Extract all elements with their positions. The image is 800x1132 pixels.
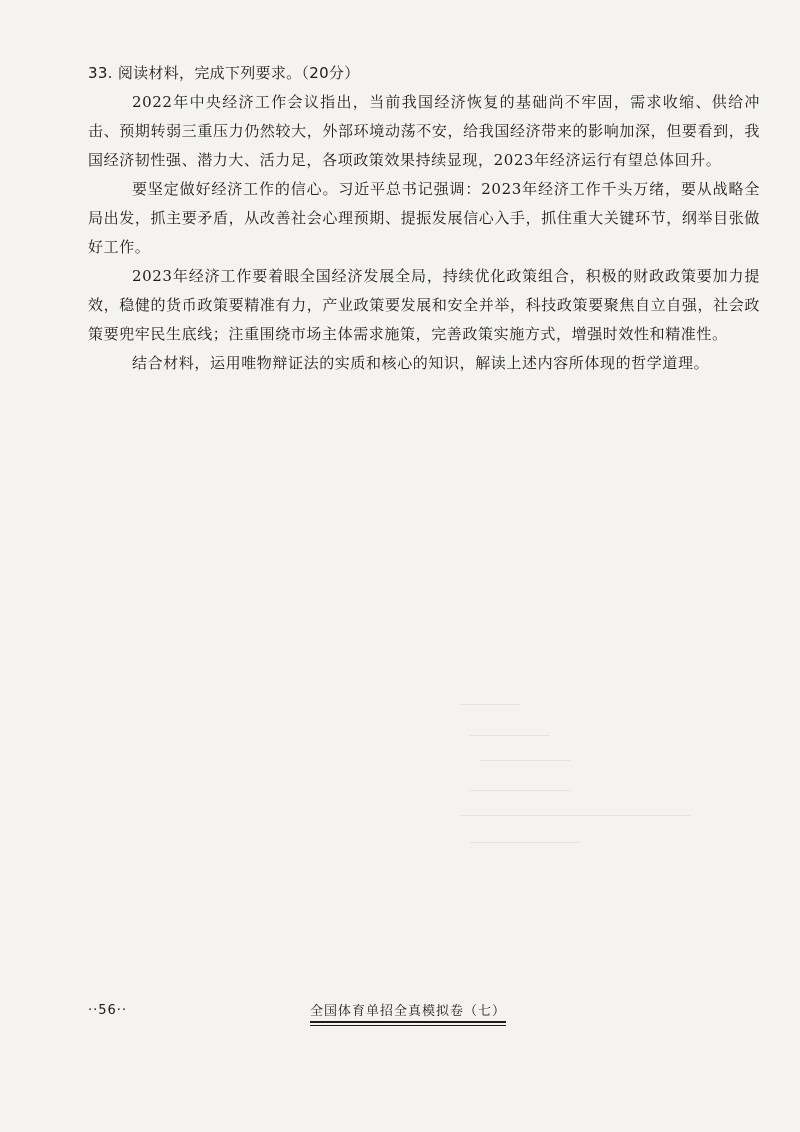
exam-title: 全国体育单招全真模拟卷（七） [310,1000,506,1023]
page-number: ··56·· [88,1003,128,1018]
material-paragraph-2: 要坚定做好经济工作的信心。习近平总书记强调：2023年经济工作千头万绪，要从战略全局出发，抓主要矛盾，从改善社会心理预期、提振发展信心入手，抓住重大关键环节，纲举目张做好工作。 [88,180,760,256]
scan-artifact [470,735,550,736]
scan-artifact [460,704,520,705]
material-paragraph-3: 2023年经济工作要着眼全国经济发展全局，持续优化政策组合，积极的财政政策要加力提效，稳健的货币政策要精准有力，产业政策要发展和安全并举，科技政策要聚焦自立自强，社会政策要兜牢民生底线；注重围绕市场主体需求施策，完善政策实施方式，增强时效性和精准性。 [88,267,760,343]
question-prompt: 结合材料，运用唯物辩证法的实质和核心的知识，解读上述内容所体现的哲学道理。 [132,354,710,372]
scan-artifact [470,842,580,843]
material-paragraph-1: 2022年中央经济工作会议指出，当前我国经济恢复的基础尚不牢固，需求收缩、供给冲击、预期转弱三重压力仍然较大，外部环境动荡不安，给我国经济带来的影响加深，但要看到，我国经济韧性强、潜力大、活力足，各项政策效果持续显现，2023年经济运行有望总体回升。 [88,93,760,169]
scan-artifact [470,790,570,791]
question-title: 33. 阅读材料，完成下列要求。（20分） [88,64,360,82]
question-33 [88,62,760,378]
scan-artifact [480,760,570,761]
scan-artifact [460,815,690,816]
